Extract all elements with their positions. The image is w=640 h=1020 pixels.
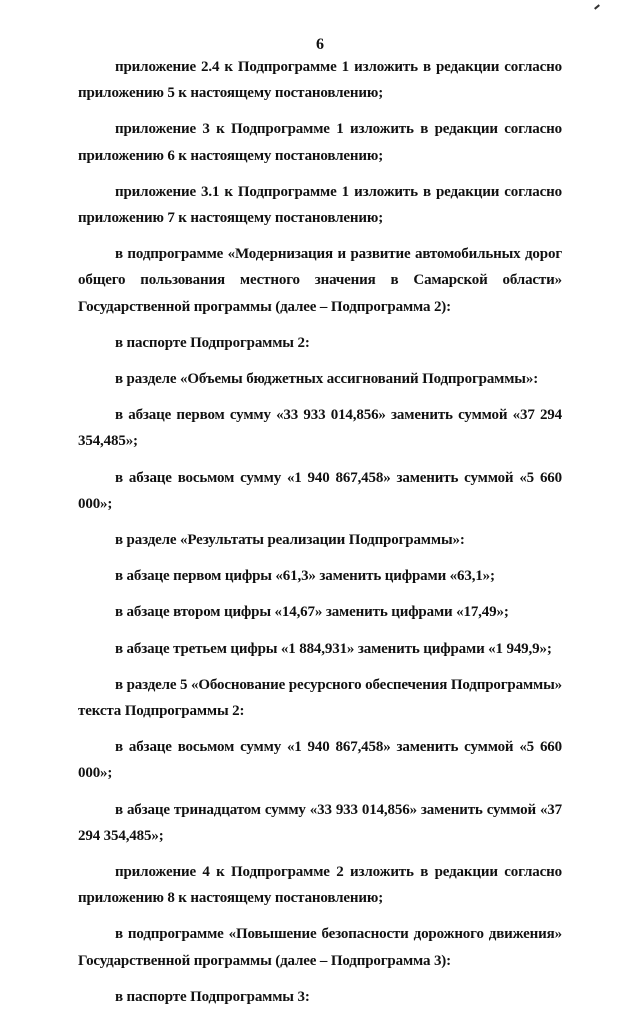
paragraph-8: в абзаце восьмом сумму «1 940 867,458» заменить суммой «5 660 000»; [78,469,562,512]
paragraph-18: в паспорте Подпрограммы 3: [115,988,310,1005]
paragraph-11: в абзаце втором цифры «14,67» заменить цифрами «17,49»; [115,604,509,621]
paragraph-4: в подпрограмме «Модернизация и развитие автомобильных дорог общего пользования местного значения в Самарской области» Государственной программы (далее – Подпрограмма 2): [78,246,562,315]
paragraph-16: приложение 4 к Подпрограмме 2 изложить в редакции согласно приложению 8 к настоящему постановлению; [78,864,562,907]
paragraph-12: в абзаце третьем цифры «1 884,931» заменить цифрами «1 949,9»; [115,640,552,657]
page-number: 6 [316,36,324,53]
paragraph-2: приложение 3 к Подпрограмме 1 изложить в редакции согласно приложению 6 к настоящему постановлению; [78,121,562,164]
paragraph-3: приложение 3.1 к Подпрограмме 1 изложить в редакции согласно приложению 7 к настоящему постановлению; [78,183,562,227]
scan-mark [594,4,600,9]
paragraph-7: в абзаце первом сумму «33 933 014,856» заменить суммой «37 294 354,485»; [78,407,562,450]
paragraph-14: в абзаце восьмом сумму «1 940 867,458» заменить суммой «5 660 000»; [78,739,562,782]
paragraph-15: в абзаце тринадцатом сумму «33 933 014,856» заменить суммой «37 294 354,485»; [78,801,562,844]
paragraph-6: в разделе «Объемы бюджетных ассигнований Подпрограммы»: [115,371,539,388]
paragraph-17: в подпрограмме «Повышение безопасности дорожного движения» Государственной программы (далее – Подпрограмма 3): [78,926,562,969]
paragraph-5: в паспорте Подпрограммы 2: [115,334,310,351]
paragraph-13: в разделе 5 «Обоснование ресурсного обеспечения Подпрограммы» текста Подпрограммы 2: [78,676,562,720]
paragraph-1: приложение 2.4 к Подпрограмме 1 изложить в редакции согласно приложению 5 к настоящему постановлению; [78,59,562,102]
document-body [78,54,562,1020]
paragraph-9: в разделе «Результаты реализации Подпрограммы»: [115,532,465,549]
paragraph-10: в абзаце первом цифры «61,3» заменить цифрами «63,1»; [115,568,495,585]
